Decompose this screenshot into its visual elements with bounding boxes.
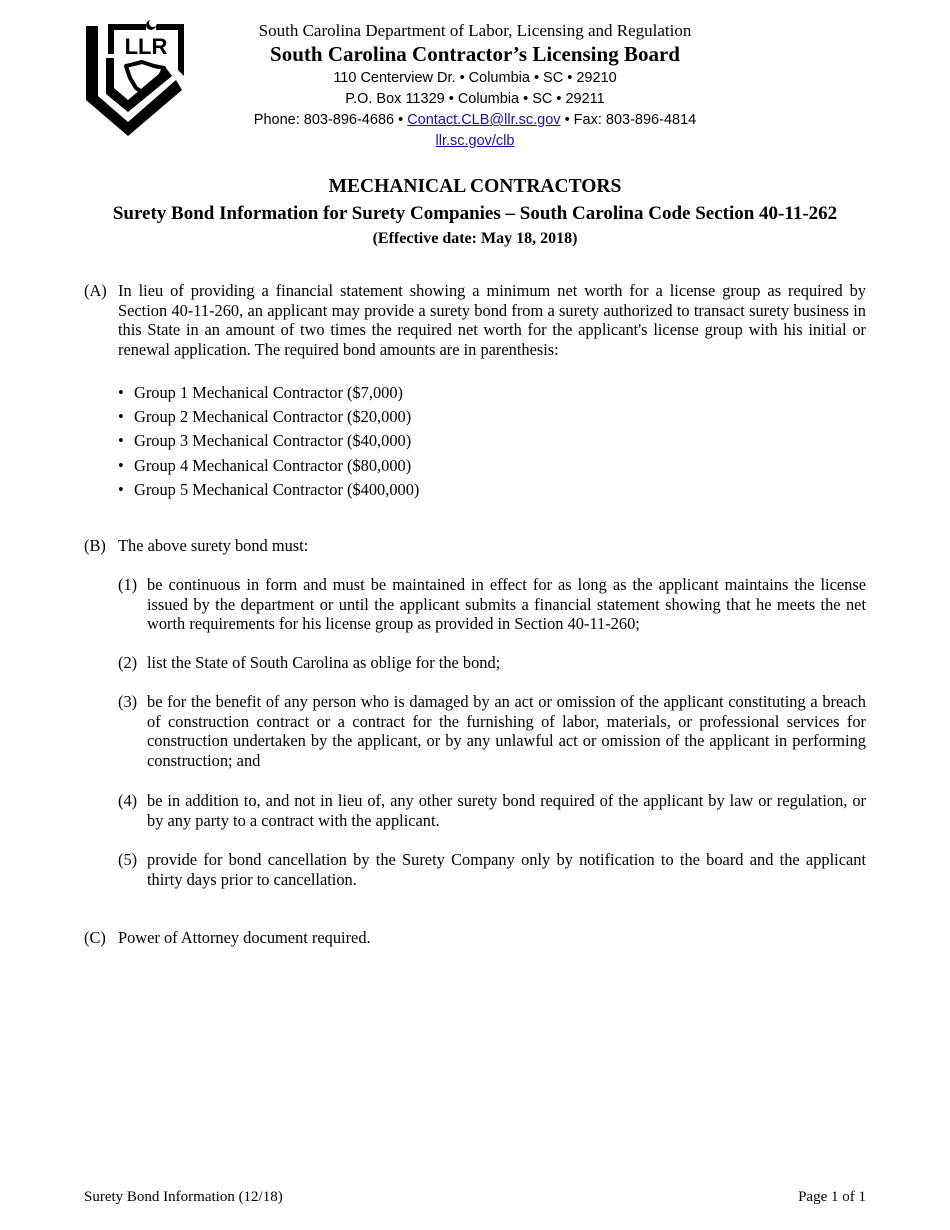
bullet: • [118,479,124,499]
board-name: South Carolina Contractor’s Licensing Board [270,42,680,66]
section-a-label: (A) [84,281,107,300]
group-text: Group 4 Mechanical Contractor ($80,000) [134,455,412,475]
bond-amount-list [118,383,419,504]
item-number: (3) [118,692,138,711]
item-number: (5) [118,850,138,869]
item-text: list the State of South Carolina as oblige for the bond; [147,653,501,672]
website-link[interactable]: llr.sc.gov/clb [435,133,515,149]
fax-text: • Fax: 803-896-4814 [560,112,697,128]
website-line [200,133,750,149]
section-c-text: Power of Attorney document required. [118,928,371,947]
list-item [118,456,419,480]
po-box-address: P.O. Box 11329 • Columbia • SC • 29211 [345,91,605,107]
contact-line [200,112,750,128]
footer-page-number: Page 1 of 1 [798,1189,866,1205]
phone-text: Phone: 803-896-4686 • [253,112,408,128]
department-name: South Carolina Department of Labor, Licensing and Regulation [258,21,692,40]
section-a-text: In lieu of providing a financial statement showing a minimum net worth for a license group as required by Section 40-11-260, an applicant may provide a surety bond from a surety authorized to transact surety business in this State in an amount of two times the required net worth for the applicant's license group with his initial or renewal application. The required bond amounts are in parenthesis: [118,281,866,359]
item-number: (2) [118,653,138,672]
list-item [118,480,419,504]
bullet: • [118,407,124,427]
group-text: Group 1 Mechanical Contractor ($7,000) [134,383,403,402]
bullet: • [118,383,124,402]
section-b-label: (B) [84,536,106,555]
footer-document-id: Surety Bond Information (12/18) [84,1189,283,1205]
logo-text: LLR [124,34,168,59]
llr-logo [84,18,188,138]
effective-date: (Effective date: May 18, 2018) [372,230,578,247]
bullet: • [118,431,124,451]
document-subtitle: Surety Bond Information for Surety Companies – South Carolina Code Section 40-11-262 [112,203,838,224]
item-text: be for the benefit of any person who is damaged by an act or omission of the applicant constituting a breach of construction contract or a contract for the furnishing of labor, materials, or professional services for construction undertaken by the applicant, or by any unlawful act or omission of the applicant in performing construction; and [147,692,866,770]
group-text: Group 2 Mechanical Contractor ($20,000) [134,407,412,427]
group-text: Group 3 Mechanical Contractor ($40,000) [134,431,412,451]
list-item [118,407,419,431]
list-item [118,383,419,407]
list-item [118,431,419,455]
street-address: 110 Centerview Dr. • Columbia • SC • 29210 [333,70,617,86]
item-text: be continuous in form and must be maintained in effect for as long as the applicant maintains the license issued by the department or until the applicant submits a financial statement showing that he meets the net worth requirements for his license group as provided in Section 40-11-260; [147,575,866,633]
item-text: provide for bond cancellation by the Surety Company only by notification to the board and the applicant thirty days prior to cancellation. [147,850,866,889]
section-c-label: (C) [84,928,106,947]
group-text: Group 5 Mechanical Contractor ($400,000) [134,479,420,499]
document-title: MECHANICAL CONTRACTORS [328,176,622,197]
email-link[interactable]: Contact.CLB@llr.sc.gov [407,112,561,128]
item-number: (1) [118,575,138,594]
bullet: • [118,455,124,475]
item-text: be in addition to, and not in lieu of, any other surety bond required of the applicant by law or regulation, or by any party to a contract with the applicant. [147,791,866,830]
item-number: (4) [118,791,138,810]
section-b-text: The above surety bond must: [118,536,309,555]
